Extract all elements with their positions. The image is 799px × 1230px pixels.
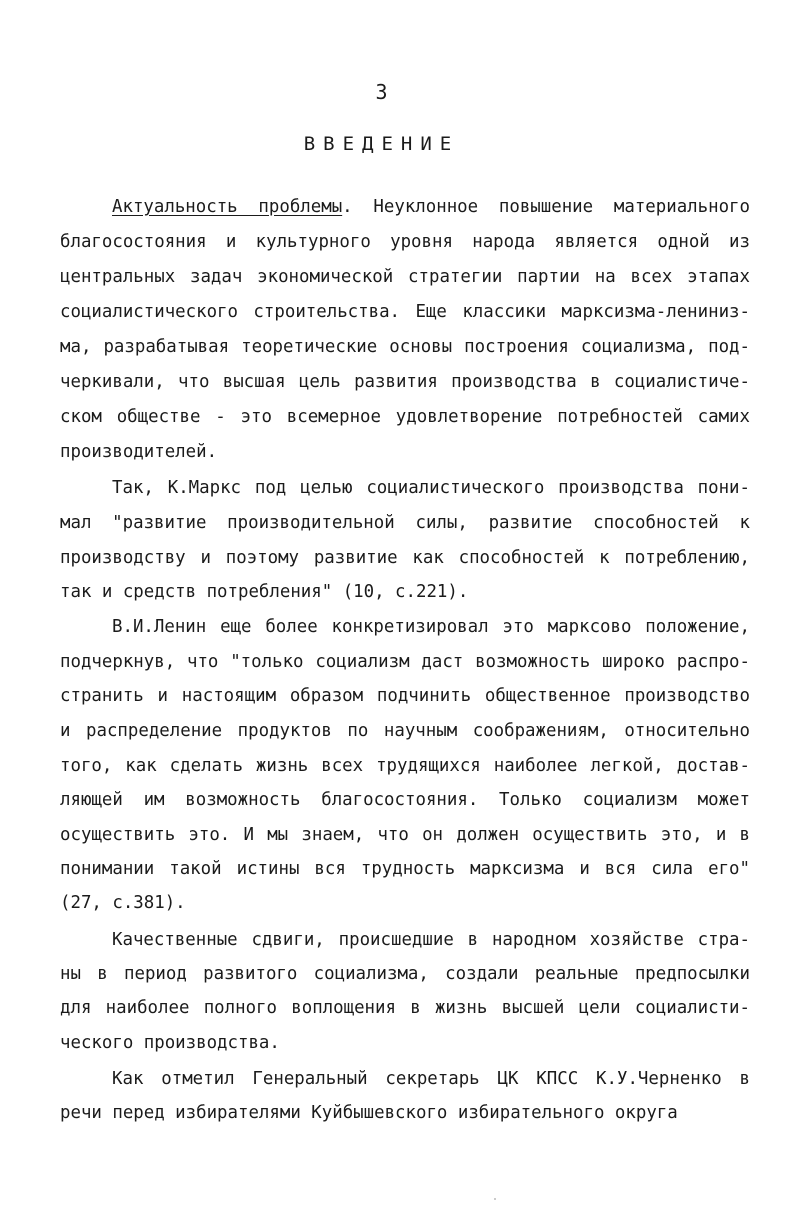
text-line: ском обществе - это всемерное удовлетворение потребностей самих — [60, 407, 750, 427]
text-line: В.И.Ленин еще более конкретизировал это марксово положение, — [112, 617, 750, 637]
text-line: странить и настоящим образом подчинить общественное производство — [60, 686, 750, 706]
text-line-rest: . Неуклонное повышение материального — [342, 197, 750, 217]
text-line: так и средств потребления" (10, с.221). — [60, 582, 469, 602]
text-line: центральных задач экономической стратегии партии на всех этапах — [60, 267, 750, 287]
text-line: черкивали, что высшая цель развития производства в социалистиче- — [60, 372, 750, 392]
text-line: ческого производства. — [60, 1033, 280, 1053]
text-line: благосостояния и культурного уровня народа является одной из — [60, 232, 750, 252]
text-line: производителей. — [60, 442, 218, 462]
section-heading: ВВЕДЕНИЕ — [303, 133, 460, 155]
text-line: ны в период развитого социализма, создали реальные предпосылки — [60, 964, 750, 984]
scan-speck — [494, 1198, 496, 1200]
text-line — [112, 195, 750, 219]
text-line: Как отметил Генеральный секретарь ЦК КПСС К.У.Черненко в — [112, 1069, 750, 1089]
text-line: и распределение продуктов по научным соображениям, относительно — [60, 721, 750, 741]
text-line: (27, с.381). — [60, 893, 186, 913]
text-line: ляющей им возможность благосостояния. Только социализм может — [60, 790, 750, 810]
text-line: осуществить это. И мы знаем, что он должен осуществить это, и в — [60, 825, 750, 845]
text-line: производству и поэтому развитие как способностей к потреблению, — [60, 548, 750, 568]
page-number: 3 — [375, 80, 388, 104]
lead-phrase: Актуальность проблемы — [112, 197, 343, 217]
text-line: Качественные сдвиги, происшедшие в народном хозяйстве стра- — [112, 930, 750, 950]
text-line: ма, разрабатывая теоретические основы построения социализма, под- — [60, 337, 750, 357]
text-line: подчеркнув, что "только социализм даст возможность широко распро- — [60, 652, 750, 672]
text-line: для наиболее полного воплощения в жизнь высшей цели социалисти- — [60, 998, 750, 1018]
text-line: речи перед избирателями Куйбышевского избирательного округа — [60, 1103, 678, 1123]
text-line: мал "развитие производительной силы, развитие способностей к — [60, 513, 750, 533]
text-line: понимании такой истины вся трудность марксизма и вся сила его" — [60, 859, 750, 879]
text-line: социалистического строительства. Еще классики марксизма-лениниз- — [60, 302, 750, 322]
text-line: Так, К.Маркс под целью социалистического производства пони- — [112, 478, 750, 498]
text-line: того, как сделать жизнь всех трудящихся наиболее легкой, достав- — [60, 756, 750, 776]
